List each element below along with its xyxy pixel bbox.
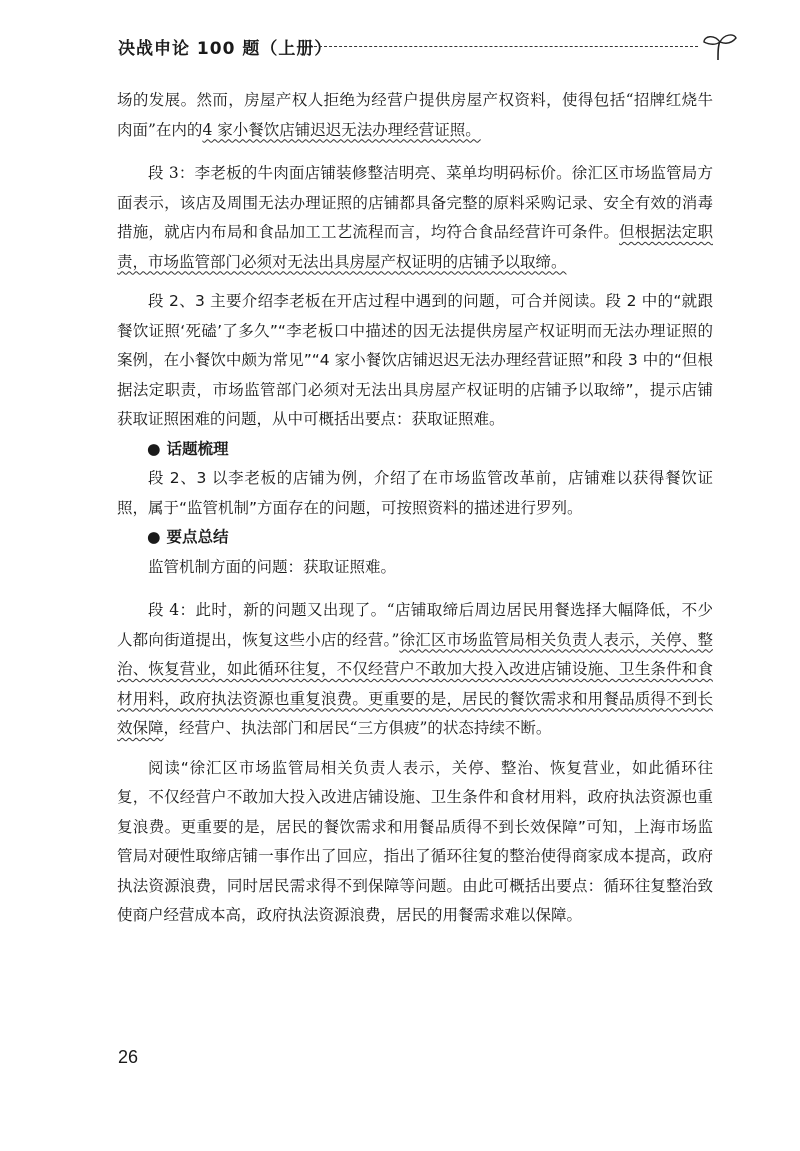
paragraph-segment-3: [117, 159, 713, 277]
book-title: 决战申论 100 题（上册）: [118, 39, 333, 59]
text-span: 段 4：此时，新的问题又出现了。“店铺取缔后周边居民用餐选择大幅降低，不少人都向街道提出，恢复这些小店的经营。”: [117, 601, 713, 649]
bullet-label: 话题梳理: [166, 439, 229, 458]
bullet-icon: ●: [147, 528, 161, 546]
wavy-underlined-text: 但根据法定职责，市场监管部门必须对无法出具房屋产权证明的店铺予以取缔。: [117, 223, 713, 271]
paragraph-segment-4: [117, 596, 713, 744]
key-points-paragraph: 监管机制方面的问题：获取证照难。: [148, 557, 397, 576]
text-span: 场的发展。然而，房屋产权人拒绝为经营户提供房屋产权资料，使得包括“招牌红烧牛肉面”在内的: [117, 91, 713, 139]
text-span: ，经营户、执法部门和居民“三方俱疲”的状态持续不断。: [163, 719, 552, 737]
wavy-underlined-text: 4 家小餐饮店铺迟迟无法办理经营证照。: [202, 120, 481, 139]
analysis-paragraph: 段 2、3 主要介绍李老板在开店过程中遇到的问题，可合并阅读。段 2 中的“就跟餐饮证照‘死磕’了多久”“李老板口中描述的因无法提供房屋产权证明而无法办理证照的案例，在小餐饮中颇为常见”“4 家小餐饮店铺迟迟无法办理经营证照”和段 3 中的“但根据法定职责，市场监管部门必须对无法出具房屋产权证明的店铺予以取缔”，提示店铺获取证照困难的问题，从中可概括出要点：获取证照难。: [117, 292, 713, 428]
paragraph-continuation: [117, 86, 713, 145]
header-dashed-rule: [314, 46, 698, 47]
topic-sorting-paragraph: 段 2、3 以李老板的店铺为例，介绍了在市场监管改革前，店铺难以获得餐饮证照，属于“监管机制”方面存在的问题，可按照资料的描述进行罗列。: [117, 469, 713, 517]
page-body: [117, 86, 713, 931]
running-header: [118, 32, 738, 62]
bullet-key-points: [147, 523, 713, 553]
reading-analysis-paragraph: 阅读“徐汇区市场监管局相关负责人表示，关停、整治、恢复营业，如此循环往复，不仅经营户不敢加大投入改进店铺设施、卫生条件和食材用料，政府执法资源也重复浪费。更重要的是，居民的餐饮需求和用餐品质得不到长效保障”可知，上海市场监管局对硬性取缔店铺一事作出了回应，指出了循环往复的整治使得商家成本提高，政府执法资源浪费，同时居民需求得不到保障等问题。由此可概括出要点：循环往复整治致使商户经营成本高，政府执法资源浪费，居民的用餐需求难以保障。: [117, 758, 713, 924]
bullet-label: 要点总结: [166, 528, 229, 546]
wavy-underlined-text: 徐汇区市场监管局相关负责人表示，关停、整治、恢复营业，如此循环往复，不仅经营户不敢加大投入改进店铺设施、卫生条件和食材用料，政府执法资源也重复浪费。更重要的是，居民的餐饮需求和用餐品质得不到长效保障: [117, 630, 713, 737]
page-number: 26: [118, 1047, 139, 1067]
text-span: 段 3：李老板的牛肉面店铺装修整洁明亮、菜单均明码标价。徐汇区市场监管局方面表示，该店及周围无法办理证照的店铺都具备完整的原料采购记录、安全有效的消毒措施，就店内布局和食品加工工艺流程而言，均符合食品经营许可条件。: [117, 164, 713, 241]
bullet-icon: ●: [147, 439, 161, 458]
bullet-topic-sorting: [147, 435, 713, 465]
sprout-icon: [700, 32, 740, 62]
